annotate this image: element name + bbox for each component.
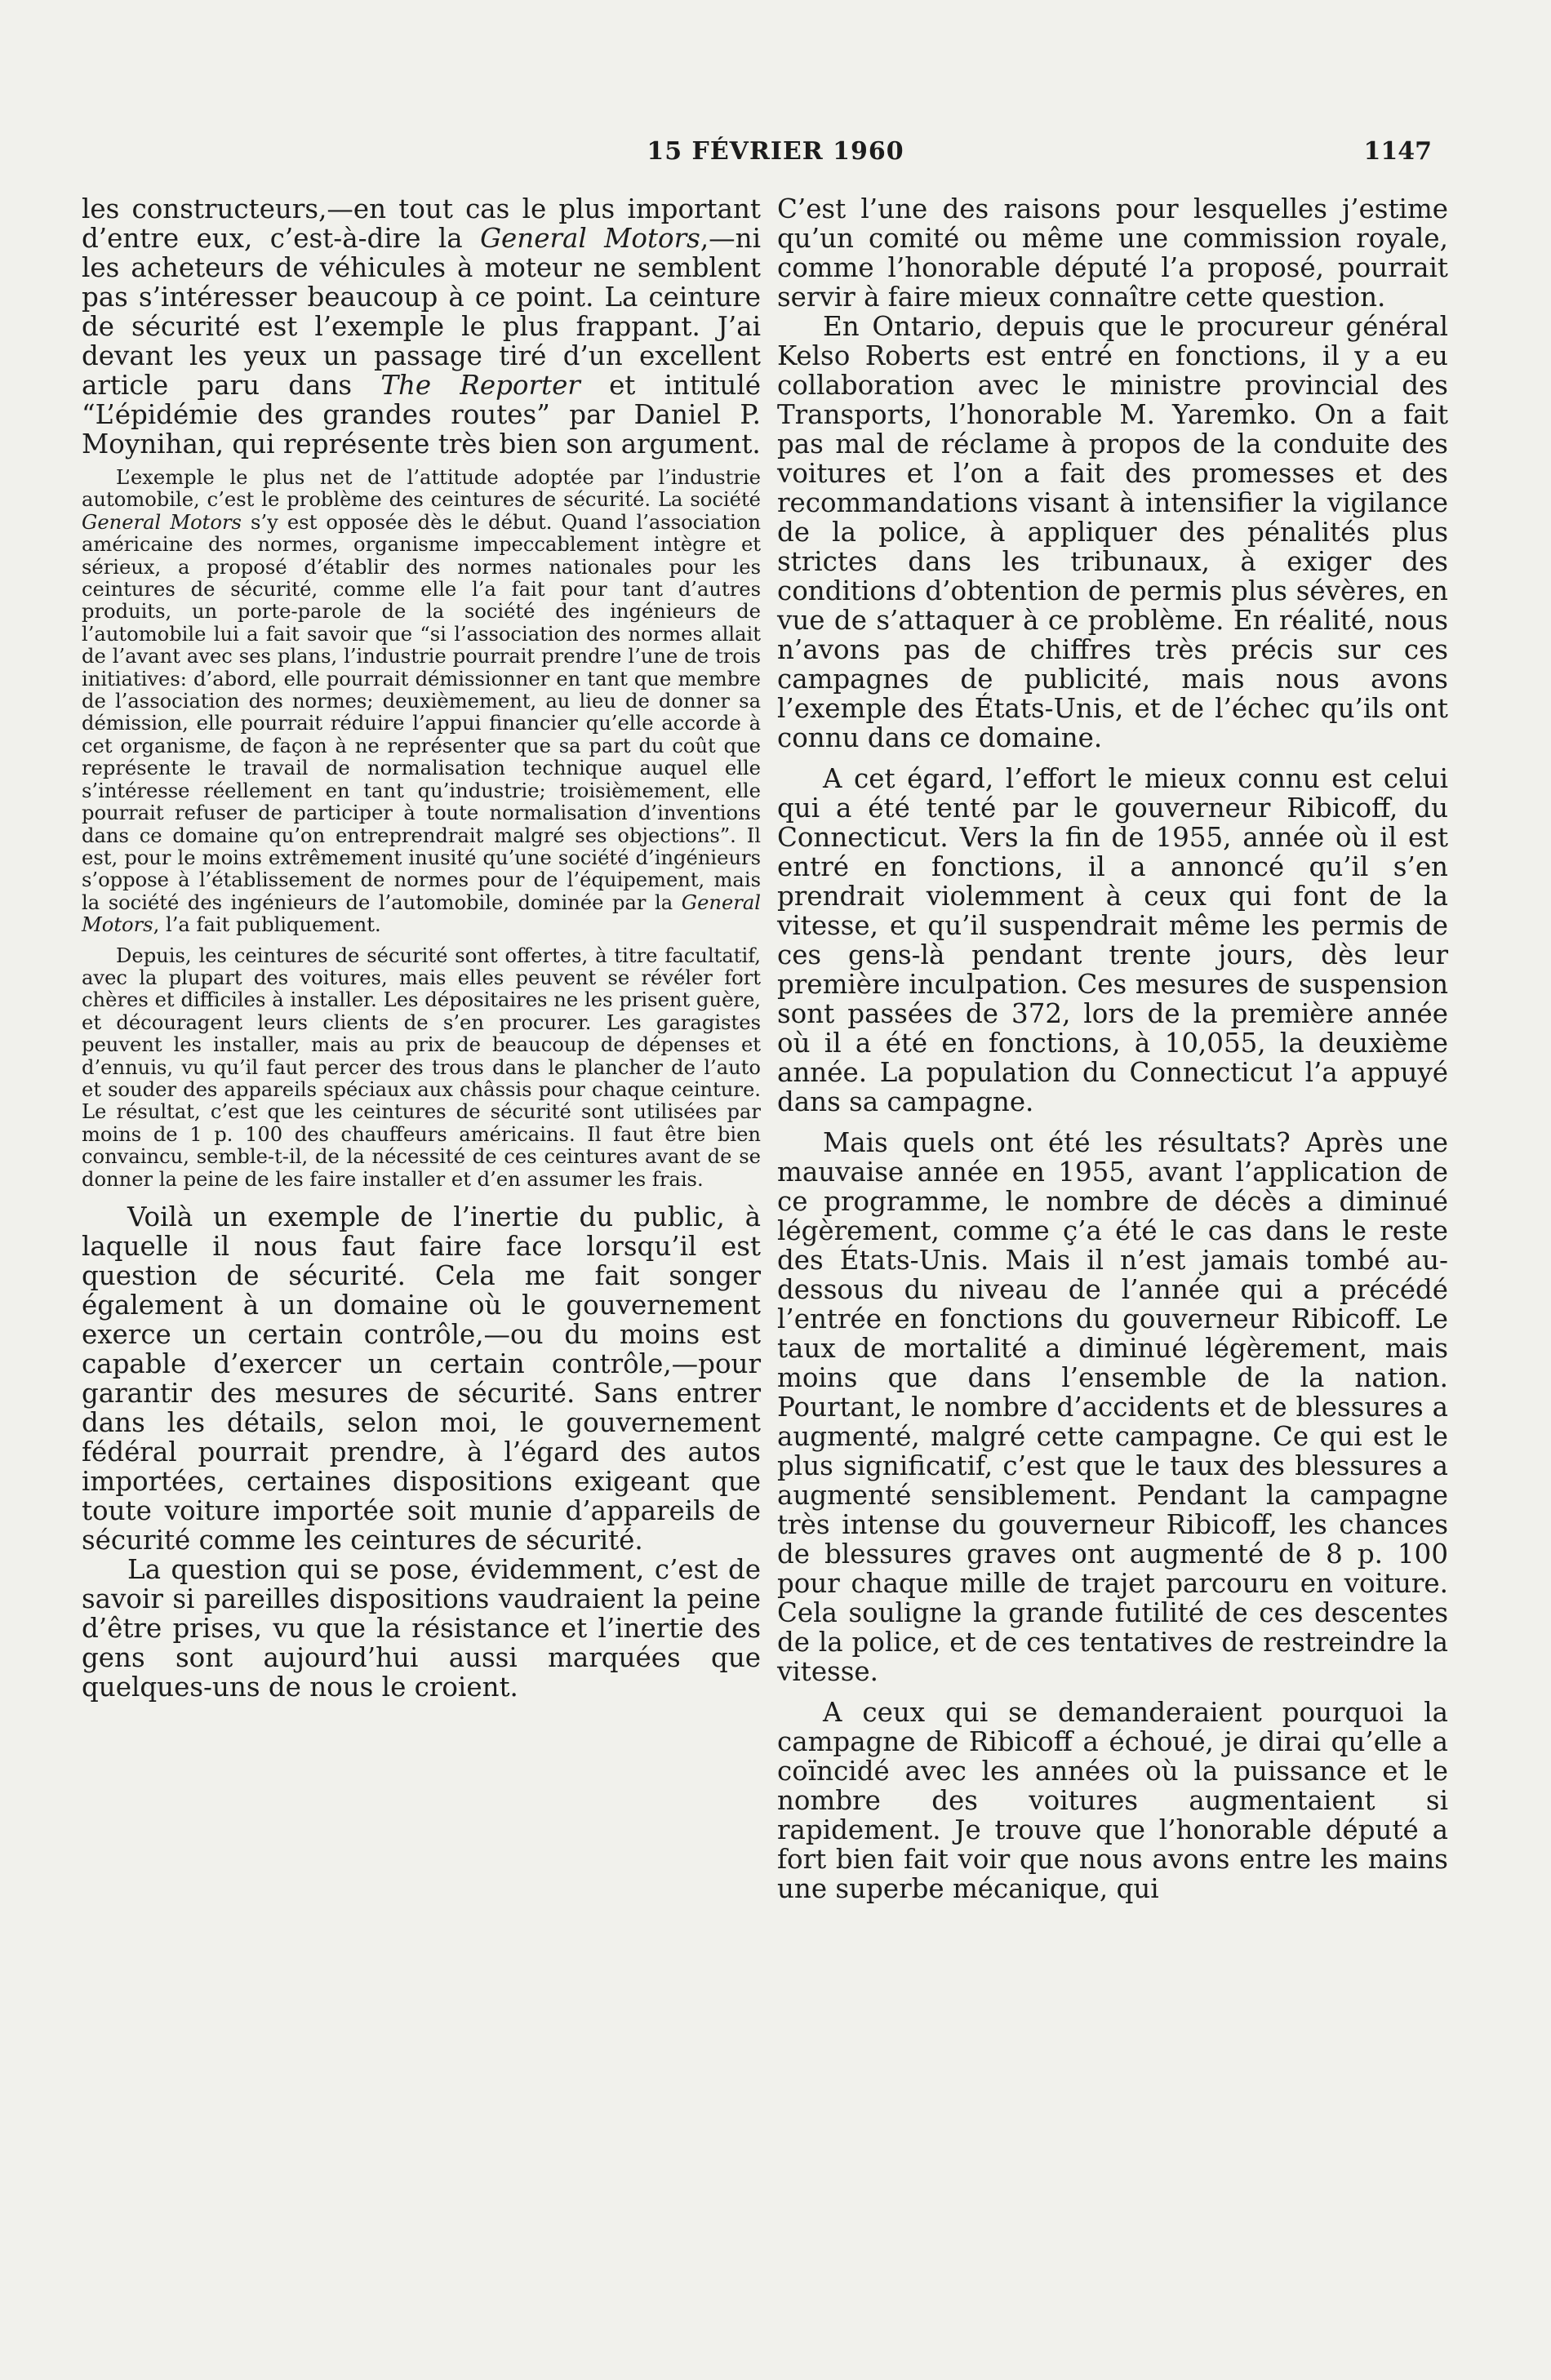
text-run: C’est l’une des raisons pour lesquelles j’estime qu’un comité ou même une commission royale, comme l’honorable député l’a proposé, pourrait servir à faire mieux connaître cette question. xyxy=(777,193,1448,313)
paragraph xyxy=(777,312,1448,753)
right-column xyxy=(777,194,1448,1903)
left-column xyxy=(82,194,761,1702)
paragraph xyxy=(82,194,761,459)
block-quote xyxy=(82,467,761,937)
text-run: Depuis, les ceintures de sécurité sont offertes, à titre facultatif, avec la plupart des voitures, mais elles peuvent se révéler fort chères et difficiles à installer. Les dépositaires ne les prisent guère, et découragent leurs clients de s’en procurer. Les garagistes peuvent les installer, mais au prix de beaucoup de dépenses et d’ennuis, vu qu’il faut percer des trous dans le plancher de l’auto et souder des appareils spéciaux aux châssis pour chaque ceinture. Le résultat, c’est que les ceintures de sécurité sont utilisées par moins de 1 p. 100 des chauffeurs américains. Il faut être bien convaincu, semble-t-il, de la nécessité de ces ceintures avant de se donner la peine de les faire installer et d’en assumer les frais. xyxy=(82,944,761,1191)
paragraph xyxy=(82,1202,761,1555)
header-date: 15 FÉVRIER 1960 xyxy=(647,137,904,166)
text-run: s’y est opposée dès le début. Quand l’association américaine des normes, organisme impeccablement intègre et sérieux, a proposé d’établir des normes nationales pour les ceintures de sécurité, comme elle l’a fait pour tant d’autres produits, un porte-parole de la société des ingénieurs de l’automobile lui a fait savoir que “si l’association des normes allait de l’avant avec ses plans, l’industrie pourrait prendre l’une de trois initiatives: d’abord, elle pourrait démissionner en tant que membre de l’association des normes; deuxièmement, au lieu de donner sa démission, elle pourrait réduire l’appui financier qu’elle accorde à cet organisme, de façon à ne représenter que sa part du coût que représente le travail de normalisation technique auquel elle s’intéresse réellement en tant qu’industrie; troisièmement, elle pourrait refuser de participer à toute normalisation d’inventions dans ce domaine qu’on entreprendrait malgré ses objections”. Il est, pour le moins extrêmement inusité qu’une société d’ingénieurs s’oppose à l’établissement de normes pour de l’équipement, mais la société des ingénieurs de l’automobile, dominée par la xyxy=(82,510,761,914)
text-run: les constructeurs,—en tout cas le plus important d’entre eux, c’est-à-dire la xyxy=(82,193,761,254)
text-run: et intitulé “L’épidémie des grandes routes” par Daniel P. Moynihan, qui représente très bien son argument. xyxy=(82,370,761,460)
text-run: Voilà un exemple de l’inertie du public, à laquelle il nous faut faire face lorsqu’il est question de sécurité. Cela me fait songer également à un domaine où le gouvernement exerce un certain contrôle,—ou du moins est capable d’exercer un certain contrôle,—pour garantir des mesures de sécurité. Sans entrer dans les détails, selon moi, le gouvernement fédéral pourrait prendre, à l’égard des autos importées, certaines dispositions exigeant que toute voiture importée soit munie d’appareils de sécurité comme les ceintures de sécurité. xyxy=(82,1201,761,1556)
text-run: A cet égard, l’effort le mieux connu est celui qui a été tenté par le gouverneur Ribicoff, du Connecticut. Vers la fin de 1955, année où il est entré en fonctions, il a annoncé qu’il s’en prendrait violemment à ceux qui font de la vitesse, et qu’il suspendrait même les permis de ces gens-là pendant trente jours, dès leur première inculpation. Ces mesures de suspension sont passées de 372, lors de la première année où il a été en fonctions, à 10,055, la deuxième année. La population du Connecticut l’a appuyé dans sa campagne. xyxy=(777,763,1448,1117)
text-run: Mais quels ont été les résultats? Après une mauvaise année en 1955, avant l’application de ce programme, le nombre de décès a diminué légèrement, comme ç’a été le cas dans le reste des États-Unis. Mais il n’est jamais tombé au-dessous du niveau de l’année qui a précédé l’entrée en fonctions du gouverneur Ribicoff. Le taux de mortalité a diminué légèrement, mais moins que dans l’ensemble de la nation. Pourtant, le nombre d’accidents et de blessures a augmenté, malgré cette campagne. Ce qui est le plus significatif, c’est que le taux des blessures a augmenté sensiblement. Pendant la campagne très intense du gouverneur Ribicoff, les chances de blessures graves ont augmenté de 8 p. 100 pour chaque mille de trajet parcouru en voiture. Cela souligne la grande futilité de ces descentes de la police, et de ces tentatives de restreindre la vitesse. xyxy=(777,1127,1448,1687)
paragraph xyxy=(777,194,1448,312)
paragraph xyxy=(777,764,1448,1117)
text-run: La question qui se pose, évidemment, c’est de savoir si pareilles dispositions vaudraient la peine d’être prises, vu que la résistance et l’inertie des gens sont aujourd’hui aussi marquées que quelques-uns de nous le croient. xyxy=(82,1554,761,1703)
block-quote xyxy=(82,945,761,1191)
paragraph xyxy=(777,1698,1448,1903)
page-number: 1147 xyxy=(1363,137,1432,166)
italic-run: General Motors xyxy=(82,510,242,534)
paragraph xyxy=(82,1555,761,1702)
italic-run: General Motors xyxy=(82,890,761,937)
text-run: L’exemple le plus net de l’attitude adoptée par l’industrie automobile, c’est le problème des ceintures de sécurité. La société xyxy=(82,466,761,512)
paragraph xyxy=(777,1128,1448,1686)
text-run: En Ontario, depuis que le procureur général Kelso Roberts est entré en fonctions, il y a eu collaboration avec le ministre provincial des Transports, l’honorable M. Yaremko. On a fait pas mal de réclame à propos de la conduite des voitures et l’on a fait des promesses et des recommandations visant à intensifier la vigilance de la police, à appliquer des pénalités plus strictes dans les tribunaux, à exiger des conditions d’obtention de permis plus sévères, en vue de s’attaquer à ce problème. En réalité, nous n’avons pas de chiffres très précis sur ces campagnes de publicité, mais nous avons l’exemple des États-Unis, et de l’échec qu’ils ont connu dans ce domaine. xyxy=(777,311,1448,753)
italic-run: General Motors xyxy=(480,223,700,254)
text-run: ,—ni les acheteurs de véhicules à moteur ne semblent pas s’intéresser beaucoup à ce point. La ceinture de sécurité est l’exemple le plus frappant. J’ai devant les yeux un passage tiré d’un excellent article paru dans xyxy=(82,223,761,401)
italic-run: The Reporter xyxy=(380,370,580,401)
text-run: , l’a fait publiquement. xyxy=(153,913,381,937)
page-header xyxy=(90,137,1461,186)
text-run: A ceux qui se demanderaient pourquoi la campagne de Ribicoff a échoué, je dirai qu’elle a coïncidé avec les années où la puissance et le nombre des voitures augmentaient si rapidement. Je trouve que l’honorable député a fort bien fait voir que nous avons entre les mains une superbe mécanique, qui xyxy=(777,1697,1448,1904)
